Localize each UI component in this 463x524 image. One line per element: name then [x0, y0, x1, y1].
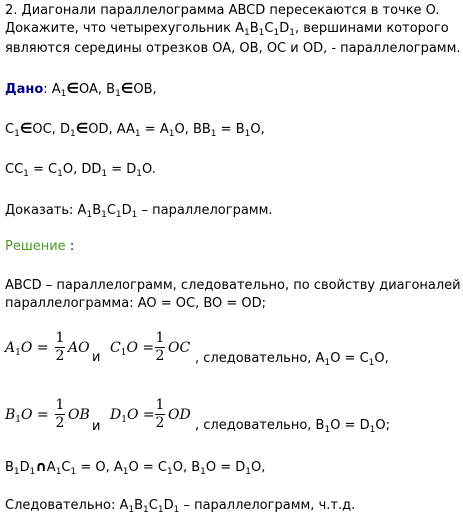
given-line-3: $CC_1 = C_1O$, $DD_1 = D_1O$. [5, 162, 156, 179]
given-label: Дано [5, 82, 44, 97]
element-of-icon: ∈ [120, 81, 134, 97]
element-of-icon: ∈ [75, 121, 89, 137]
intersection-line: $B_1D_1\cap A_1C_1 = O$, $A_1O = C_1O$, $B_1O = D_1O$, [5, 459, 266, 477]
problem-line-3: являются середины отрезков OA, OB, OC и OD, - параллелограмм. [5, 41, 461, 56]
formula-a1o: $A_1O$ = 1 2 AO [5, 330, 90, 364]
formula-c1o: $C_1O$ = 1 2 OC [110, 330, 191, 364]
solution-line-1: ABCD – параллелограмм, следовательно, по свойству диагоналей [5, 278, 461, 293]
solution-line-2: параллелограмма: AO = OC, BO = OD; [5, 296, 267, 311]
given-line-1: Дано: $A_1\in OA$, $B_1\in OB$, [5, 81, 157, 99]
conclusion-line: Следовательно: $A_1B_1C_1D_1$ – параллелограмм, ч.т.д. [5, 498, 356, 515]
and-word: и [92, 419, 101, 434]
problem-line-2: Докажите, что четырехугольник $A_1B_1C_1D_1$, вершинами которого [5, 21, 449, 38]
problem-line-1: 2. Диагонали параллелограмма ABCD пересекаются в точке O. [5, 3, 440, 18]
solution-heading: Решение : [5, 239, 75, 254]
and-word: и [92, 350, 101, 365]
formula-b1o: $B_1O$ = 1 2 OB [5, 397, 90, 431]
consequence-2: , следовательно, $B_1O = D_1O$; [195, 418, 390, 435]
prove-line: Доказать: $A_1B_1C_1D_1$ – параллелограмм. [5, 203, 273, 220]
solution-label: Решение [5, 239, 66, 254]
formula-d1o: $D_1O$ = 1 2 OD [110, 397, 191, 431]
element-of-icon: ∈ [66, 81, 79, 97]
consequence-1: , следовательно, $A_1O = C_1O$, [195, 351, 389, 368]
intersection-icon: ∩ [35, 459, 47, 475]
given-line-2: $C_1\in OC$, $D_1\in OD$, $AA_1 = A_1O$, $BB_1 = B_1O$, [5, 121, 265, 139]
element-of-icon: ∈ [19, 121, 33, 137]
